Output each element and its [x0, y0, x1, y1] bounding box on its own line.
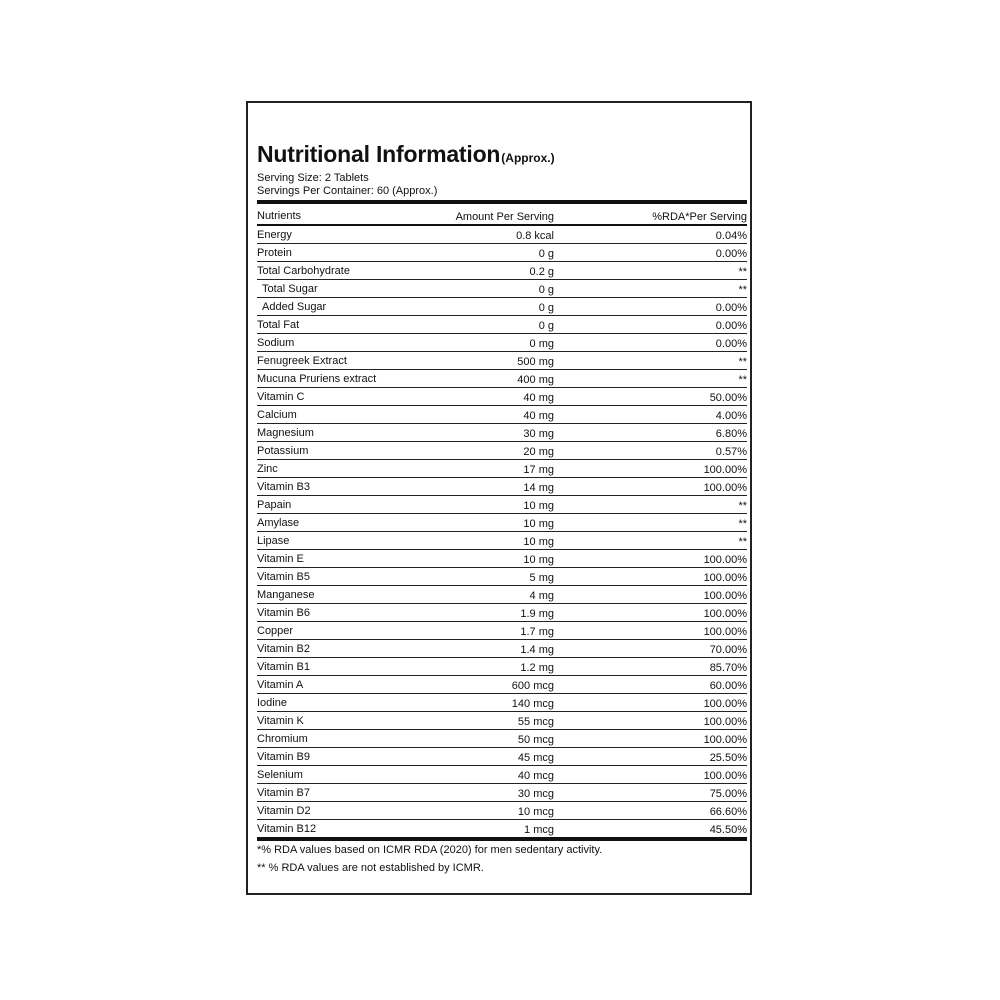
- nutrient-name: Vitamin B3: [257, 481, 310, 493]
- title-suffix: (Approx.): [501, 151, 555, 165]
- nutrient-rda: **: [738, 536, 747, 548]
- nutrient-name: Sodium: [257, 337, 295, 349]
- nutrient-rda: 66.60%: [709, 806, 747, 818]
- nutrient-amount: 10 mg: [523, 554, 554, 566]
- nutrient-amount: 0.8 kcal: [516, 230, 554, 242]
- table-row: [257, 370, 747, 388]
- nutrient-rda: 100.00%: [703, 716, 747, 728]
- nutrient-amount: 600 mcg: [511, 680, 554, 692]
- nutrient-amount: 30 mcg: [517, 788, 554, 800]
- nutrient-rda: 50.00%: [709, 392, 747, 404]
- nutrient-name: Vitamin C: [257, 391, 305, 403]
- title-line: [257, 137, 747, 167]
- nutrient-rda: **: [738, 500, 747, 512]
- nutrition-panel: [246, 101, 752, 895]
- table-row: [257, 748, 747, 766]
- nutrient-amount: 40 mcg: [517, 770, 554, 782]
- nutrient-name: Added Sugar: [262, 301, 327, 313]
- nutrient-rda: 70.00%: [709, 644, 747, 656]
- nutrient-name: Vitamin B1: [257, 661, 310, 673]
- nutrient-name: Magnesium: [257, 427, 314, 439]
- nutrient-name: Iodine: [257, 697, 287, 709]
- nutrient-rda: 100.00%: [703, 698, 747, 710]
- table-row: [257, 298, 747, 316]
- nutrient-amount: 0 g: [538, 320, 554, 332]
- nutrient-name: Chromium: [257, 733, 308, 745]
- nutrient-name: Total Fat: [257, 319, 300, 331]
- table-row: [257, 442, 747, 460]
- table-row: [257, 532, 747, 550]
- nutrient-name: Calcium: [257, 409, 297, 421]
- nutrition-table: [257, 204, 747, 837]
- nutrient-amount: 14 mg: [523, 482, 554, 494]
- nutrient-rda: 60.00%: [709, 680, 747, 692]
- nutrient-amount: 30 mg: [523, 428, 554, 440]
- nutrient-amount: 17 mg: [523, 464, 554, 476]
- nutrient-name: Protein: [257, 247, 292, 259]
- nutrient-name: Lipase: [257, 535, 290, 547]
- nutrient-name: Vitamin D2: [257, 805, 311, 817]
- nutrient-rda: 0.00%: [715, 248, 747, 260]
- table-row: [257, 424, 747, 442]
- table-row: [257, 496, 747, 514]
- header-nutrients: Nutrients: [257, 210, 302, 222]
- nutrient-rda: 25.50%: [709, 752, 747, 764]
- nutrient-name: Total Carbohydrate: [257, 265, 350, 277]
- nutrient-amount: 1.4 mg: [520, 644, 554, 656]
- nutrient-amount: 40 mg: [523, 410, 554, 422]
- nutrient-rda: 6.80%: [715, 428, 747, 440]
- header-rda: %RDA*Per Serving: [652, 211, 747, 223]
- footnote-rda-basis: *% RDA values based on ICMR RDA (2020) for men sedentary activity.: [257, 844, 603, 856]
- nutrient-amount: 0 g: [538, 302, 554, 314]
- table-row: [257, 478, 747, 496]
- table-row: [257, 802, 747, 820]
- nutrient-amount: 1.2 mg: [520, 662, 554, 674]
- bottom-divider: [257, 837, 747, 841]
- table-row: [257, 586, 747, 604]
- nutrient-rda: 45.50%: [709, 824, 747, 836]
- nutrient-name: Fenugreek Extract: [257, 355, 347, 367]
- table-row: [257, 676, 747, 694]
- nutrient-amount: 400 mg: [517, 374, 554, 386]
- nutrient-rda: 100.00%: [703, 770, 747, 782]
- nutrient-name: Zinc: [257, 463, 278, 475]
- table-row: [257, 712, 747, 730]
- nutrient-amount: 0 g: [538, 248, 554, 260]
- table-row: [257, 352, 747, 370]
- nutrient-amount: 1.9 mg: [520, 608, 554, 620]
- nutrient-name: Potassium: [257, 445, 309, 457]
- table-row: [257, 622, 747, 640]
- table-row: [257, 694, 747, 712]
- nutrient-amount: 50 mcg: [517, 734, 554, 746]
- nutrient-amount: 0.2 g: [529, 266, 554, 278]
- table-row: [257, 406, 747, 424]
- table-row: [257, 262, 747, 280]
- table-row: [257, 334, 747, 352]
- table-row: [257, 388, 747, 406]
- table-row: [257, 820, 747, 837]
- table-row: [257, 658, 747, 676]
- nutrient-name: Vitamin B2: [257, 643, 310, 655]
- table-row: [257, 730, 747, 748]
- nutrient-amount: 45 mcg: [517, 752, 554, 764]
- table-body: [257, 226, 747, 837]
- nutrient-amount: 20 mg: [523, 446, 554, 458]
- nutrient-name: Vitamin B6: [257, 607, 310, 619]
- table-header: [257, 204, 747, 226]
- nutrient-amount: 10 mg: [523, 518, 554, 530]
- nutrient-amount: 4 mg: [529, 590, 554, 602]
- nutrient-rda: 0.00%: [715, 320, 747, 332]
- nutrient-rda: 0.00%: [715, 338, 747, 350]
- nutrient-rda: 100.00%: [703, 554, 747, 566]
- table-row: [257, 316, 747, 334]
- nutrient-name: Vitamin E: [257, 553, 304, 565]
- nutrient-rda: 0.57%: [715, 446, 747, 458]
- nutrient-amount: 10 mg: [523, 500, 554, 512]
- table-row: [257, 640, 747, 658]
- nutrient-rda: **: [738, 284, 747, 296]
- nutrient-rda: **: [738, 374, 747, 386]
- nutrient-name: Vitamin K: [257, 715, 304, 727]
- nutrient-amount: 0 mg: [529, 338, 554, 350]
- nutrient-name: Papain: [257, 499, 292, 511]
- nutrient-name: Vitamin A: [257, 679, 304, 691]
- nutrient-rda: 100.00%: [703, 734, 747, 746]
- nutrient-rda: **: [738, 518, 747, 530]
- table-row: [257, 568, 747, 586]
- table-row: [257, 766, 747, 784]
- nutrient-name: Energy: [257, 229, 292, 241]
- serving-size: Serving Size: 2 Tablets: [257, 172, 369, 184]
- nutrient-rda: 100.00%: [703, 590, 747, 602]
- nutrient-name: Mucuna Pruriens extract: [257, 373, 377, 385]
- header-amount: Amount Per Serving: [455, 211, 554, 223]
- nutrient-amount: 10 mcg: [517, 806, 554, 818]
- nutrient-name: Vitamin B5: [257, 571, 310, 583]
- nutrient-rda: **: [738, 266, 747, 278]
- nutrient-amount: 140 mcg: [511, 698, 554, 710]
- table-row: [257, 226, 747, 244]
- nutrient-amount: 1 mcg: [524, 824, 554, 836]
- nutrient-rda: 100.00%: [703, 464, 747, 476]
- table-row: [257, 784, 747, 802]
- nutrient-amount: 1.7 mg: [520, 626, 554, 638]
- table-row: [257, 550, 747, 568]
- nutrient-amount: 10 mg: [523, 536, 554, 548]
- footnote-not-established: ** % RDA values are not established by ICMR.: [257, 862, 484, 874]
- nutrient-name: Selenium: [257, 769, 303, 781]
- nutrition-content: [257, 137, 747, 875]
- nutrient-amount: 500 mg: [517, 356, 554, 368]
- nutrient-rda: **: [738, 356, 747, 368]
- nutrient-rda: 100.00%: [703, 626, 747, 638]
- nutrient-name: Amylase: [257, 517, 300, 529]
- nutrient-name: Copper: [257, 625, 294, 637]
- page-title: Nutritional Information: [257, 141, 501, 167]
- table-row: [257, 604, 747, 622]
- nutrient-rda: 85.70%: [709, 662, 747, 674]
- table-row: [257, 514, 747, 532]
- table-row: [257, 460, 747, 478]
- nutrient-rda: 0.04%: [715, 230, 747, 242]
- nutrient-amount: 55 mcg: [517, 716, 554, 728]
- nutrient-name: Total Sugar: [262, 283, 318, 295]
- nutrient-name: Manganese: [257, 589, 315, 601]
- nutrient-rda: 75.00%: [709, 788, 747, 800]
- nutrient-rda: 4.00%: [715, 410, 747, 422]
- nutrient-name: Vitamin B7: [257, 787, 310, 799]
- nutrient-name: Vitamin B9: [257, 751, 310, 763]
- nutrient-amount: 5 mg: [529, 572, 554, 584]
- nutrient-amount: 40 mg: [523, 392, 554, 404]
- table-row: [257, 244, 747, 262]
- nutrient-rda: 100.00%: [703, 572, 747, 584]
- nutrient-rda: 0.00%: [715, 302, 747, 314]
- nutrient-amount: 0 g: [538, 284, 554, 296]
- nutrient-rda: 100.00%: [703, 608, 747, 620]
- servings-per-container: Servings Per Container: 60 (Approx.): [257, 185, 438, 197]
- table-row: [257, 280, 747, 298]
- nutrient-rda: 100.00%: [703, 482, 747, 494]
- nutrient-name: Vitamin B12: [257, 823, 317, 835]
